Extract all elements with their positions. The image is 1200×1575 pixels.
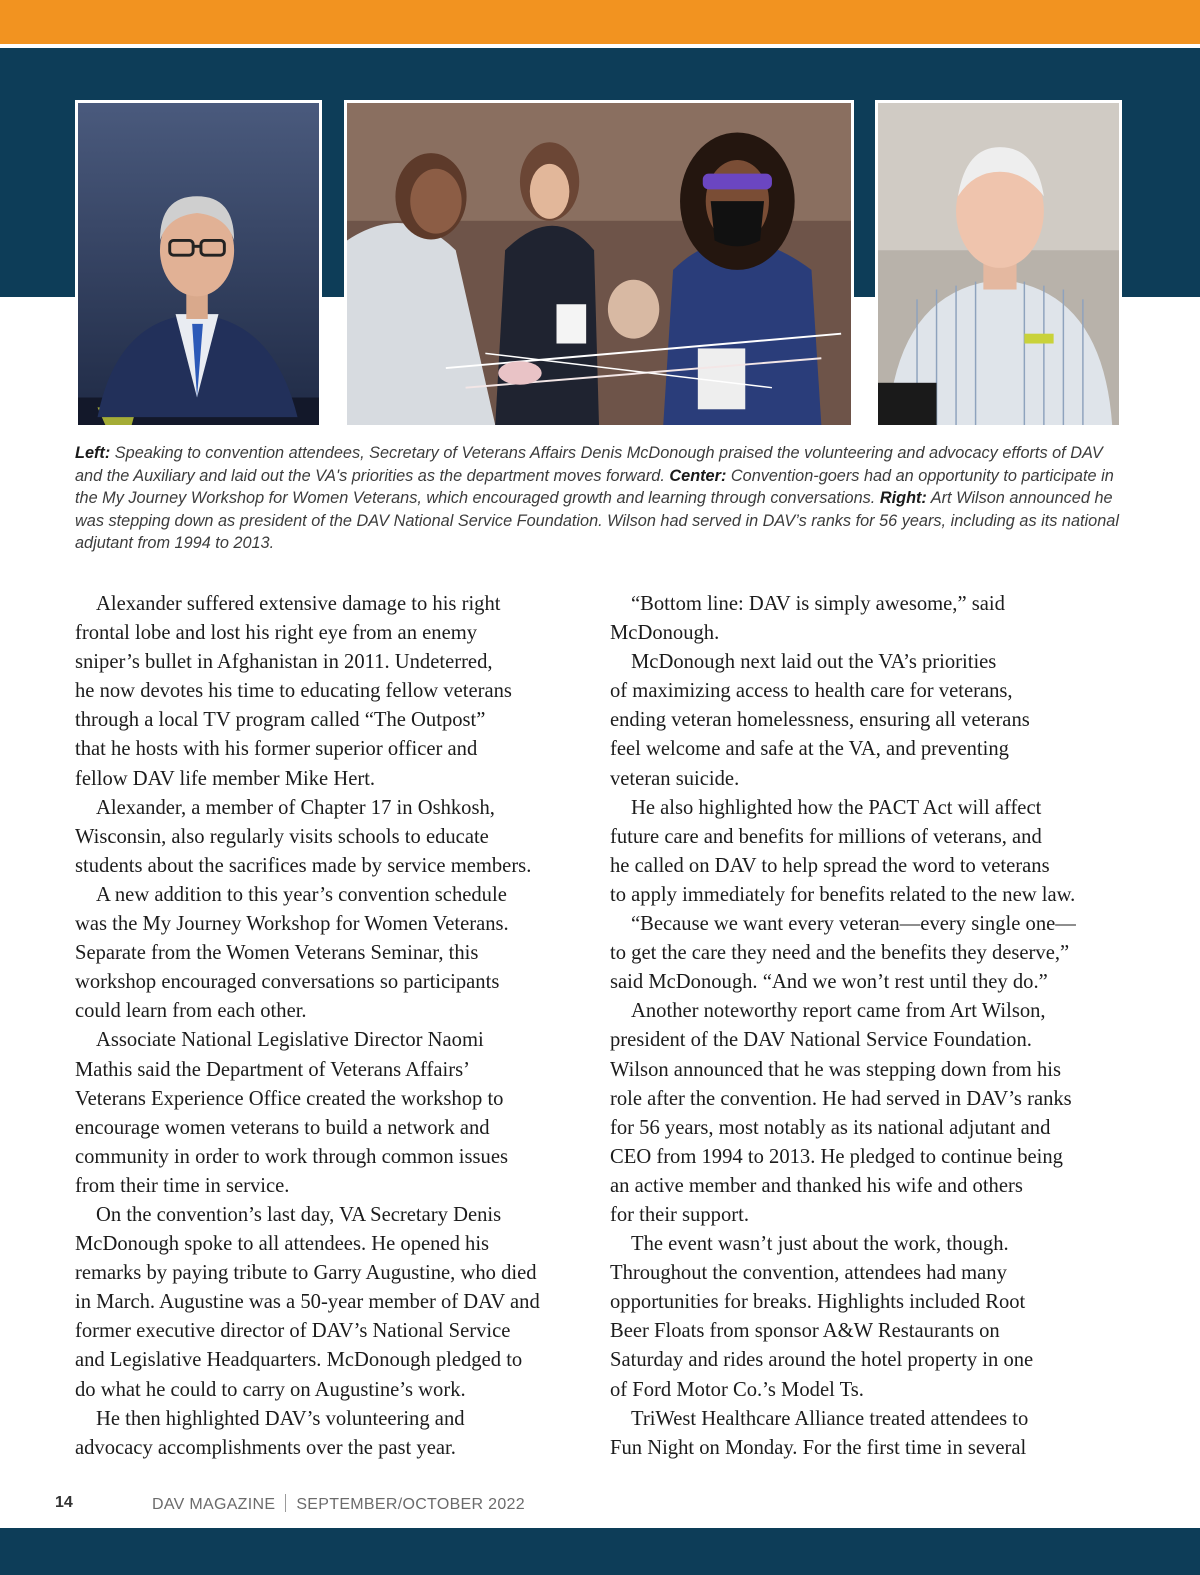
text-line: future care and benefits for millions of veterans, and (610, 825, 1042, 848)
text-line: He also highlighted how the PACT Act will affect (631, 796, 1042, 819)
text-line: Fun Night on Monday. For the first time in several (610, 1436, 1027, 1459)
text-line: students about the sacrifices made by service members. (75, 854, 532, 877)
text-line: ending veteran homelessness, ensuring all veterans (610, 709, 1030, 732)
text-line: was the My Journey Workshop for Women Veterans. (75, 913, 509, 936)
caption-center-text: Convention-goers had an opportunity to participate in the My Journey Workshop for Women Veterans, which encouraged growth and learning through conversations. (75, 466, 1114, 507)
text-line: for 56 years, most notably as its national adjutant and (610, 1116, 1051, 1139)
text-line: Another noteworthy report came from Art Wilson, (631, 1000, 1046, 1023)
text-line: Saturday and rides around the hotel property in one (610, 1349, 1034, 1372)
photo-caption (75, 442, 1125, 555)
photo-denis-mcdonough (75, 100, 322, 428)
photo-my-journey-workshop (344, 100, 854, 428)
text-line: Alexander, a member of Chapter 17 in Oshkosh, (96, 796, 495, 819)
text-line: Throughout the convention, attendees had many (610, 1262, 1007, 1285)
paragraph (75, 1201, 595, 1405)
paragraph (75, 590, 595, 794)
text-line: Associate National Legislative Director Naomi (96, 1029, 484, 1052)
caption-right-text: Art Wilson announced he was stepping down as president of the DAV National Service Foundation. Wilson had served in DAV’s ranks for 56 years, including as its national adjutant from 1994 to 2013. (75, 489, 1119, 552)
text-line: The event wasn’t just about the work, though. (631, 1233, 1009, 1256)
text-line: McDonough. (610, 622, 720, 645)
text-line: in March. Augustine was a 50-year member of DAV and (75, 1291, 540, 1314)
text-line: Separate from the Women Veterans Seminar, this (75, 942, 479, 965)
paragraph (610, 590, 1130, 648)
magazine-name: DAV MAGAZINE (152, 1496, 276, 1513)
text-line: Wisconsin, also regularly visits schools to educate (75, 825, 489, 848)
text-line: president of the DAV National Service Foundation. (610, 1029, 1032, 1052)
caption-left-text: Speaking to convention attendees, Secretary of Veterans Affairs Denis McDonough praised the volunteering and advocacy efforts of DAV and the Auxiliary and laid out the VA's priorities as the department moves forward. (75, 444, 1103, 485)
text-line: encourage women veterans to build a network and (75, 1116, 490, 1139)
caption-center-label: Center: (669, 466, 727, 485)
text-line: frontal lobe and lost his right eye from an enemy (75, 622, 478, 645)
text-line: workshop encouraged conversations so participants (75, 971, 500, 994)
caption-right-label: Right: (879, 489, 927, 507)
paragraph (75, 794, 595, 881)
top-accent-bar (0, 0, 1200, 44)
text-line: could learn from each other. (75, 1000, 307, 1023)
text-line: of maximizing access to health care for veterans, (610, 680, 1013, 703)
text-line: through a local TV program called “The Outpost” (75, 709, 486, 732)
text-line: opportunities for breaks. Highlights included Root (610, 1291, 1026, 1314)
text-line: McDonough spoke to all attendees. He opened his (75, 1233, 490, 1256)
text-line: advocacy accomplishments over the past year. (75, 1436, 456, 1459)
text-line: A new addition to this year’s convention schedule (96, 883, 507, 906)
text-line: and Legislative Headquarters. McDonough pledged to (75, 1349, 523, 1372)
article-column-left (75, 590, 595, 1463)
text-line: that he hosts with his former superior officer and (75, 738, 478, 761)
text-line: Beer Floats from sponsor A&W Restaurants on (610, 1320, 1000, 1343)
text-line: veteran suicide. (610, 767, 740, 790)
text-line: McDonough next laid out the VA’s priorities (631, 651, 997, 674)
text-line: Mathis said the Department of Veterans Affairs’ (75, 1058, 470, 1081)
text-line: TriWest Healthcare Alliance treated attendees to (631, 1407, 1029, 1430)
text-line: role after the convention. He had served in DAV’s ranks (610, 1087, 1072, 1110)
text-line: he called on DAV to help spread the word to veterans (610, 854, 1050, 877)
text-line: to apply immediately for benefits related to the new law. (610, 883, 1076, 906)
paragraph (610, 997, 1130, 1230)
text-line: he now devotes his time to educating fellow veterans (75, 680, 512, 703)
footer-separator (285, 1494, 286, 1512)
caption-left-label: Left: (75, 444, 111, 462)
page-number: 14 (55, 1494, 73, 1511)
paragraph (610, 648, 1130, 793)
footer-magazine-issue (152, 1494, 525, 1514)
text-line: do what he could to carry on Augustine’s work. (75, 1378, 466, 1401)
text-line: former executive director of DAV’s National Service (75, 1320, 511, 1343)
paragraph (610, 1230, 1130, 1405)
text-line: an active member and thanked his wife and others (610, 1174, 1023, 1197)
paragraph (610, 1405, 1130, 1463)
text-line: to get the care they need and the benefits they deserve,” (610, 942, 1070, 965)
paragraph (610, 910, 1130, 997)
text-line: Veterans Experience Office created the workshop to (75, 1087, 504, 1110)
text-line: On the convention’s last day, VA Secretary Denis (96, 1203, 502, 1226)
text-line: of Ford Motor Co.’s Model Ts. (610, 1378, 864, 1401)
article-column-right (610, 590, 1130, 1463)
text-line: from their time in service. (75, 1174, 290, 1197)
text-line: for their support. (610, 1203, 749, 1226)
issue-date: SEPTEMBER/OCTOBER 2022 (296, 1496, 525, 1513)
text-line: CEO from 1994 to 2013. He pledged to continue being (610, 1145, 1063, 1168)
text-line: fellow DAV life member Mike Hert. (75, 767, 376, 790)
paragraph (75, 1026, 595, 1201)
text-line: sniper’s bullet in Afghanistan in 2011. Undeterred, (75, 651, 493, 674)
photo-art-wilson (875, 100, 1122, 428)
paragraph (610, 794, 1130, 910)
text-line: feel welcome and safe at the VA, and preventing (610, 738, 1009, 761)
text-line: Alexander suffered extensive damage to his right (96, 593, 501, 615)
text-line: Wilson announced that he was stepping down from his (610, 1058, 1062, 1081)
text-line: remarks by paying tribute to Garry Augustine, who died (75, 1262, 537, 1285)
text-line: said McDonough. “And we won’t rest until they do.” (610, 971, 1048, 994)
paragraph (75, 881, 595, 1026)
paragraph (75, 1405, 595, 1463)
text-line: “Bottom line: DAV is simply awesome,” said (631, 593, 1005, 615)
text-line: community in order to work through common issues (75, 1145, 508, 1168)
bottom-navy-bar (0, 1528, 1200, 1575)
text-line: He then highlighted DAV’s volunteering and (96, 1407, 465, 1430)
text-line: “Because we want every veteran—every single one— (631, 913, 1076, 936)
